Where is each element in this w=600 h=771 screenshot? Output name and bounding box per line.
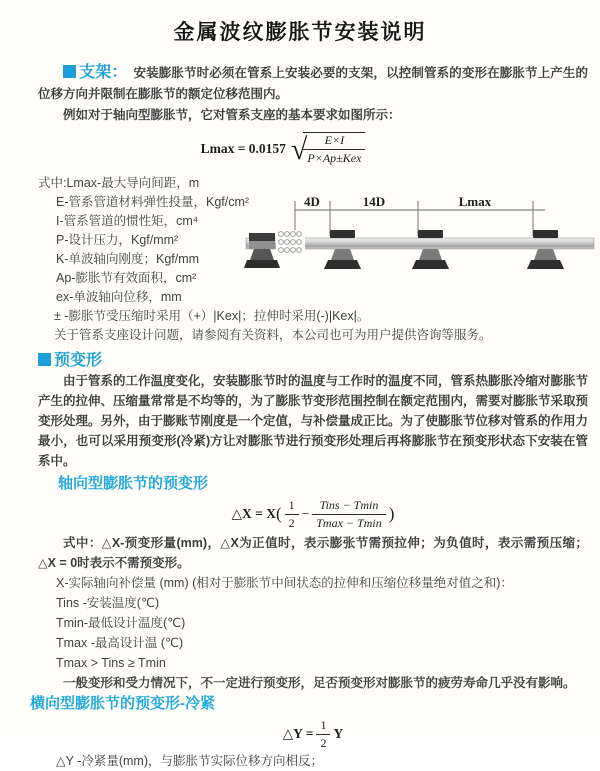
support-note-line: 关于管系支座设计问题，请参阅有关资料，本公司也可为用户提供咨询等服务。 bbox=[54, 328, 492, 342]
axial-formula-open-paren: ( bbox=[275, 504, 282, 523]
axial-subheading: 轴向型膨胀节的预变形 bbox=[58, 475, 209, 492]
anchor-support bbox=[244, 233, 280, 268]
half-numerator: 1 bbox=[316, 718, 330, 735]
lmax-formula-lhs: Lmax = 0.0157 bbox=[200, 141, 286, 156]
axial-formula bbox=[38, 497, 588, 531]
support-intro-text: 安装膨胀节时必须在管系上安装必要的支架，以控制管系的变形在膨胀节上产生的位移方向并限制在膨胀节的额定位移范围内。 bbox=[38, 66, 588, 101]
axial-definition-line: Tmax > Tins ≥ Tmin bbox=[56, 656, 166, 670]
dim-label-lmax: Lmax bbox=[458, 194, 492, 209]
definition-line: Ap-膨胀节有效面积，cm² bbox=[56, 271, 197, 285]
axial-formula-half-fraction bbox=[285, 498, 299, 531]
definition-line: ± -膨胀节受压缩时采用（+）|Kex|；拉伸时采用(-)|Kex|。 bbox=[54, 309, 370, 323]
section-marker-icon bbox=[63, 65, 76, 78]
predeform-section-heading: 预变形 bbox=[54, 352, 103, 369]
axial-definition-line: Tins -安装温度(℃) bbox=[56, 596, 160, 610]
support-example-line: 例如对于轴向型膨胀节，它对管系支座的基本要求如图所示： bbox=[63, 108, 401, 122]
lateral-formula-half-fraction bbox=[316, 718, 330, 751]
axial-formula-temp-fraction bbox=[312, 498, 385, 531]
axial-explanation-paragraph: 式中：△X-预变形量(mm)，△X为正值时，表示膨张节需预拉伸；为负值时，表示需预压缩；△X = 0时表示不需预变形。 bbox=[38, 536, 588, 570]
axial-definition-line: Tmin-最低设计温度(℃) bbox=[56, 616, 186, 630]
section-marker-icon bbox=[38, 353, 51, 366]
definition-line: 式中:Lmax-最大导向间距，m bbox=[38, 176, 200, 190]
support-intro-paragraph bbox=[38, 62, 588, 105]
lateral-formula-rhs: Y bbox=[333, 726, 344, 741]
temp-fraction-numerator: Tins − Tmin bbox=[312, 498, 385, 515]
document-content bbox=[0, 46, 600, 771]
lateral-formula bbox=[38, 719, 588, 749]
page-title: 金属波纹膨胀节安装说明 bbox=[173, 21, 427, 44]
axial-formula-minus: − bbox=[301, 506, 310, 521]
axial-definition-line: X-实际轴向补偿量 (mm) (相对于膨胀节中间状态的拉伸和压缩位移量绝对值之和)： bbox=[56, 576, 513, 590]
dim-label-4d: 4D bbox=[304, 194, 320, 209]
half-numerator: 1 bbox=[285, 498, 299, 515]
pipe-support-diagram bbox=[246, 192, 596, 292]
definition-line: E-管系管道材料弹性投量，Kgf/cm² bbox=[56, 195, 250, 209]
bellows-icon bbox=[276, 230, 305, 252]
lmax-formula-fraction bbox=[303, 132, 365, 166]
axial-remark-line: 一般变形和受力情况下，不一定进行预变形，足否预变形对膨胀节的疲劳寿命几乎没有影响。 bbox=[63, 676, 576, 690]
half-denominator: 2 bbox=[288, 515, 295, 530]
pipe-support-diagram-svg bbox=[246, 192, 596, 292]
predeform-body-paragraph: 由于管系的工作温度变化，安装膨胀节时的温度与工作时的温度不同，管系热膨胀冷缩对膨胀节产生的拉伸、压缩量常常是不均等的，为了膨胀节变形范围控制在额定范围内，需要对膨胀节采取预变形处理。另外，由于膨账节刚度是一个定值，与补偿量成正比。为了使膨胀节位移对管系的作用力最小，也可以采用预变形(冷紧)方让对膨胀节进行预变形处理后再将膨胀节在预变形状态下安装在管系中。 bbox=[38, 374, 589, 468]
definition-line: K-单波轴向刚度；Kgf/mm bbox=[56, 252, 200, 266]
predeform-section-heading-row bbox=[38, 351, 588, 371]
lateral-subheading: 横向型膨胀节的预变形-冷紧 bbox=[30, 695, 215, 712]
definition-line: ex-单波轴向位移，mm bbox=[56, 290, 182, 304]
axial-definition-list bbox=[38, 573, 588, 693]
axial-formula-close-paren: ) bbox=[388, 504, 395, 523]
definition-line: I-管系管道的惯性矩，cm⁴ bbox=[56, 214, 199, 228]
radical-sign: √ bbox=[290, 133, 308, 166]
temp-fraction-denominator: Tmax − Tmin bbox=[316, 515, 382, 530]
axial-definition-line: Tmax -最高设计温 (℃) bbox=[56, 636, 184, 650]
axial-formula-lhs: △X = X bbox=[231, 506, 276, 521]
lmax-fraction-numerator: E×I bbox=[303, 133, 365, 150]
support-section-heading: 支架： bbox=[79, 64, 128, 81]
lateral-note-line: △Y -冷紧量(mm)，与膨胀节实际位移方向相反； bbox=[56, 754, 324, 768]
half-denominator: 2 bbox=[320, 735, 327, 750]
lmax-formula bbox=[38, 130, 528, 168]
lateral-formula-lhs: △Y = bbox=[282, 726, 314, 741]
lmax-fraction-denominator: P×Ap±Kex bbox=[307, 151, 362, 165]
dim-label-14d: 14D bbox=[362, 194, 386, 209]
definition-line: P-设计压力，Kgf/mm² bbox=[56, 233, 179, 247]
